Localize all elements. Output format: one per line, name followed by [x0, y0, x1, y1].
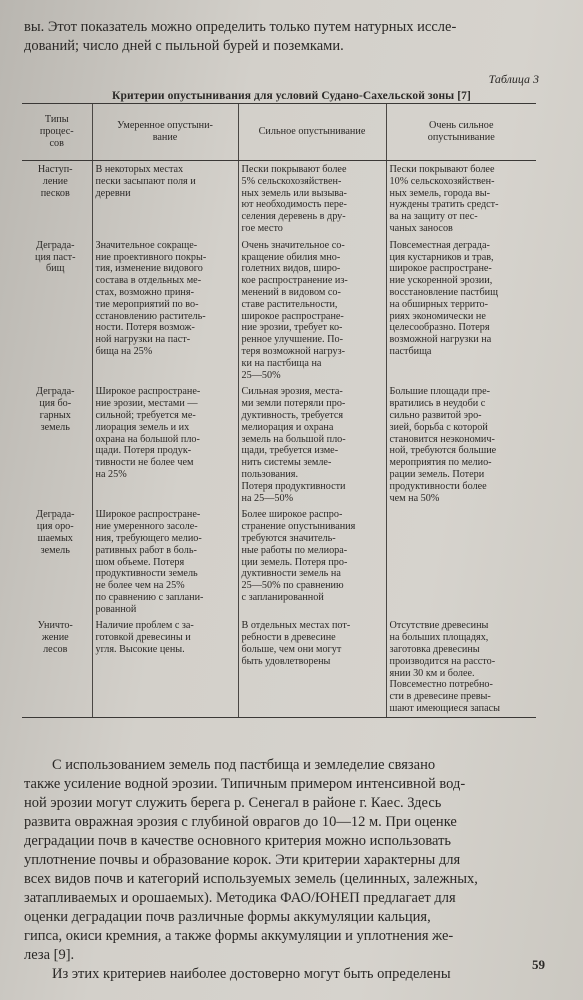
- cell-very-strong: Большие площади пре- вратились в неудоби с сильно развитой эро- зией, борьба с которой становится неэкономич- ной, требуются большие мероприятия по мелио- рации земель. Потери продуктивности более чем на 50%: [386, 383, 536, 506]
- cell-very-strong: Пески покрывают более 10% сельскохозяйствен- ных земель, города вы- нуждены тратить средст- ва на защиту от пес- чаных заносов: [386, 161, 536, 237]
- table-row: [22, 617, 536, 717]
- cell-process: Деграда- ция бо- гарных земель: [36, 386, 75, 433]
- cell-process: Деграда- ция оро- шаемых земель: [36, 509, 75, 556]
- cell-strong: Сильная эрозия, места- ми земли потеряли про- дуктивность, требуется мелиорация и охрана земель на большой пло- щади, требуется изме- нить системы земле- пользования. Потеря продуктивности на 25—50%: [238, 383, 386, 506]
- intro-line: вы. Этот показатель можно определить только путем натурных иссле-: [24, 19, 457, 35]
- table-row: [22, 383, 536, 506]
- cell-strong: В отдельных местах пот- ребности в древесине больше, чем они могут быть удовлетворены: [238, 617, 386, 717]
- cell-moderate: Широкое распростране- ние умеренного засоле- ния, требующего мелио- ративных работ в боль- шом объеме. Потеря продуктивности земель не более чем на 25% по сравнению с заплани- рованной: [92, 506, 238, 617]
- cell-process: Деграда- ция паст- бищ: [35, 239, 76, 275]
- body-line: С использованием земель под пастбища и земледелие связано: [52, 757, 436, 773]
- page-number: 59: [532, 957, 545, 972]
- body-line: также усиление водной эрозии. Типичным примером интенсивной вод-: [24, 776, 466, 792]
- cell-very-strong: Повсеместная деграда- ция кустарников и трав, широкое распростране- ние ускоренной эрозии, восстановление пастбищ на обширных террито- риях экономически не целесообразно. Потеря возможной нагрузки на пастбища: [386, 237, 536, 384]
- table-number-label: Таблица 3: [488, 72, 539, 86]
- cell-moderate: В некоторых местах пески засыпают поля и деревни: [92, 161, 238, 237]
- body-line: уплотнение почвы и образование корок. Эти критерии характерны для: [24, 852, 461, 868]
- header-moderate: Умеренное опустыни- вание: [92, 104, 238, 161]
- cell-strong: Очень значительное со- кращение обилия мно- голетних видов, широ- кое распространение из- менений в видовом со- ставе растительности, широкое распростране- ние эрозии, требует ко- ренное улучшение. По- теря возможной нагруз- ки на пастбища на 25—50%: [238, 237, 386, 384]
- body-line: деградации почв в качестве основного критерия можно использовать: [24, 833, 452, 849]
- header-very-strong: Очень сильное опустынивание: [386, 104, 536, 161]
- body-line: ной эрозии могут служить берега р. Сенегал в районе г. Каес. Здесь: [24, 795, 442, 811]
- body-paragraph: [24, 756, 544, 984]
- table-header-row: [22, 104, 536, 161]
- body-line: оценки деградации почв различные формы аккумуляции кальция,: [24, 909, 431, 925]
- intro-paragraph: [24, 18, 544, 56]
- header-strong: Сильное опустынивание: [238, 104, 386, 161]
- cell-very-strong: [386, 506, 536, 617]
- table-row: [22, 506, 536, 617]
- cell-very-strong: Отсутствие древесины на больших площадях, заготовка древесины производится на рассто- янии 30 км и более. Повсеместно потребно- сти в древесине превы- шают имеющиеся запасы: [386, 617, 536, 717]
- body-line: Из этих критериев наиболее достоверно могут быть определены: [52, 966, 451, 982]
- body-line: леза [9].: [24, 947, 75, 963]
- header-process-type: Типы процес- сов: [22, 104, 92, 161]
- table-row: [22, 161, 536, 237]
- body-line: гипса, окиси кремния, а также формы аккумуляции и уплотнения же-: [24, 928, 454, 944]
- criteria-table: [22, 103, 536, 718]
- body-line: всех видов почв и категорий используемых земель (целинных, залежных,: [24, 871, 478, 887]
- cell-strong: Более широкое распро- странение опустынивания требуются значитель- ные работы по мелиора- ции земель. Потеря про- дуктивности земель на 25—50% по сравнению с запланированной: [238, 506, 386, 617]
- intro-line: дований; число дней с пыльной бурей и поземками.: [24, 38, 344, 54]
- cell-strong: Пески покрывают более 5% сельскохозяйствен- ных земель или вызыва- ют необходимость пере- селения деревень в дру- гое место: [238, 161, 386, 237]
- table-caption: Критерии опустынивания для условий Судано-Сахельской зоны [7]: [112, 90, 471, 102]
- body-line: затапливаемых и орошаемых). Методика ФАО/ЮНЕП предлагает для: [24, 890, 456, 906]
- cell-moderate: Широкое распростране- ние эрозии, местами — сильной; требуется ме- лиорация земель и их охрана на большой пло- щади. Потеря продук- тивности не более чем на 25%: [92, 383, 238, 506]
- cell-moderate: Значительное сокраще- ние проективного покры- тия, изменение видового состава в отдельных ме- стах, возможно приня- тие мероприятий по во- сстановлению раститель- ности. Потеря возмож- ной нагрузки на паст- бища на 25%: [92, 237, 238, 384]
- cell-moderate: Наличие проблем с за- готовкой древесины и угля. Высокие цены.: [92, 617, 238, 717]
- cell-process: Уничто- жение лесов: [22, 617, 92, 717]
- body-line: развита овражная эрозия с глубиной оврагов до 10—12 м. При оценке: [24, 814, 457, 830]
- cell-process: Наступ- ление песков: [37, 164, 73, 199]
- table-row: [22, 237, 536, 384]
